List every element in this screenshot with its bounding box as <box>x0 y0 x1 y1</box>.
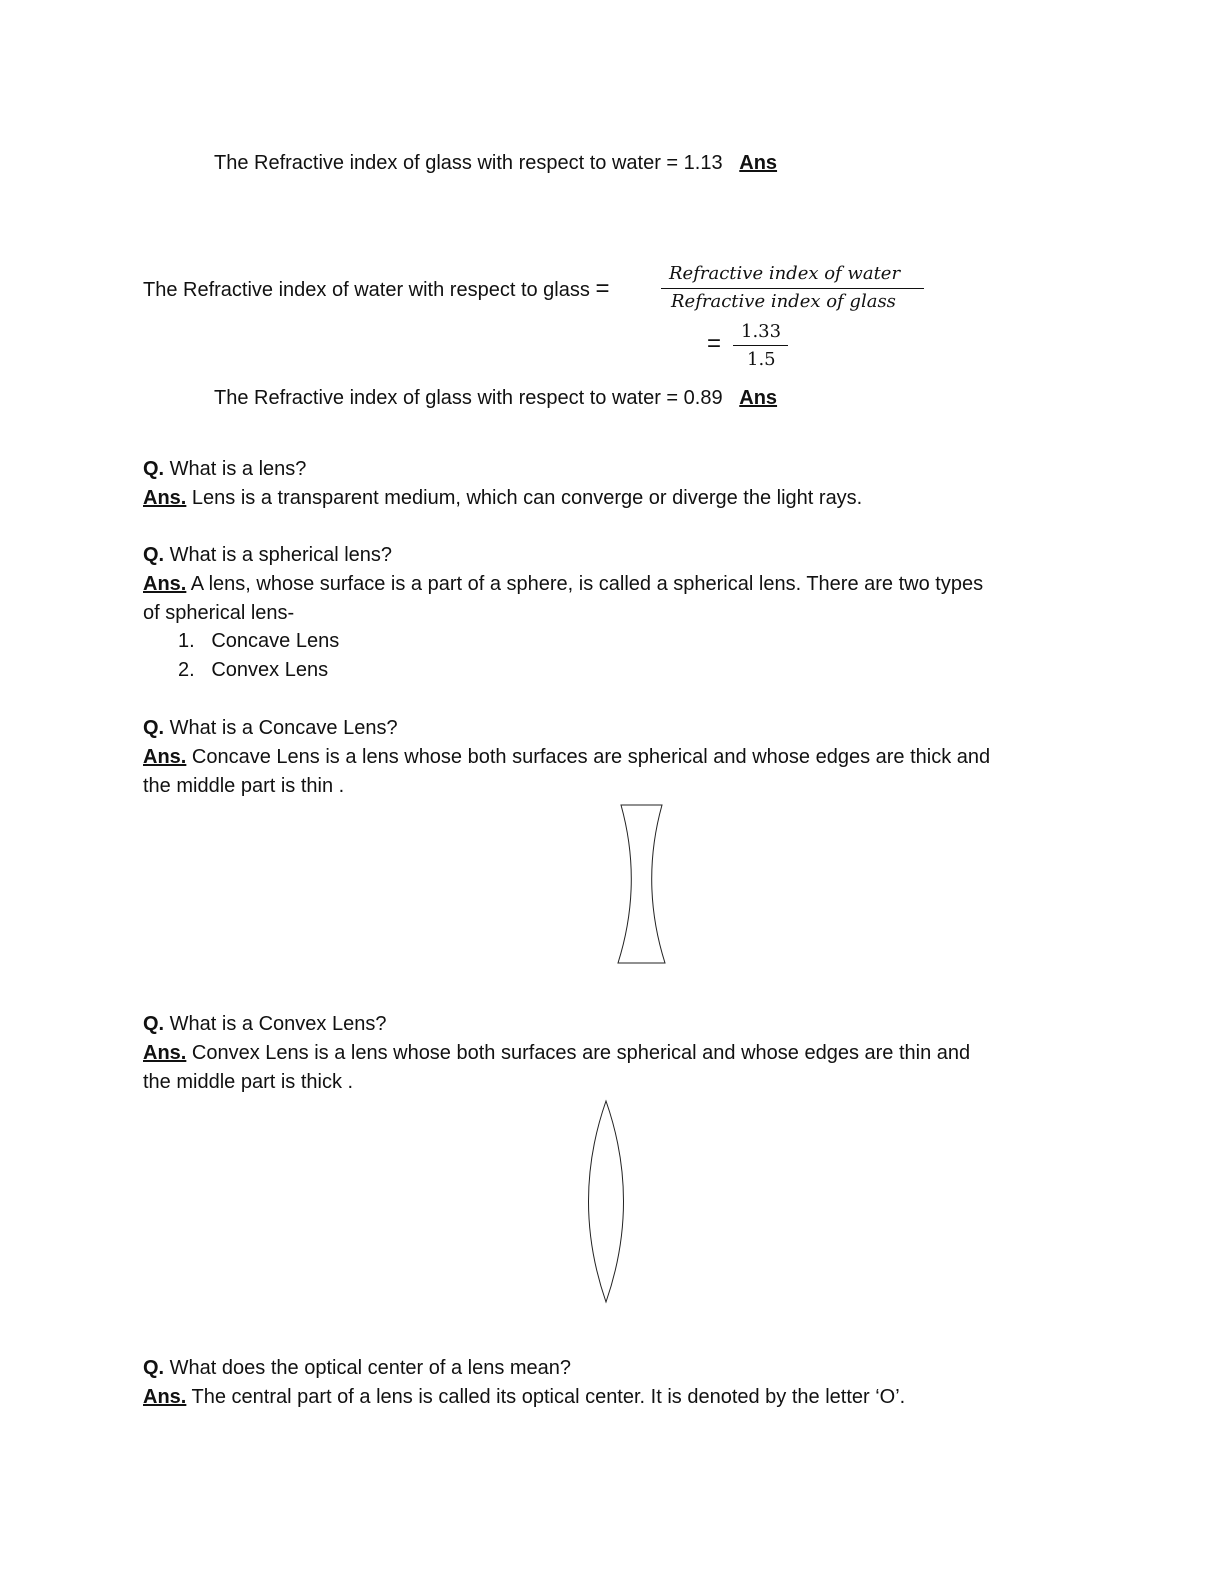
question <box>143 1356 571 1380</box>
q-label: Q. <box>143 1013 165 1035</box>
answer-text: Convex Lens is a lens whose both surfaces are spherical and whose edges are thin and <box>186 1042 971 1064</box>
answer-continued: of spherical lens- <box>143 602 295 624</box>
answer-continued: the middle part is thin . <box>143 775 345 797</box>
answer-continued: the middle part is thick . <box>143 1071 354 1093</box>
result-line-1 <box>214 151 777 175</box>
ans-label: Ans. <box>143 487 187 509</box>
answer <box>143 1385 905 1409</box>
list-text: Concave Lens <box>211 630 340 652</box>
q-label: Q. <box>143 1357 165 1379</box>
q-text: What is a spherical lens? <box>164 544 393 566</box>
concave-lens-diagram <box>610 800 674 970</box>
question <box>143 457 306 481</box>
list-item <box>178 658 328 682</box>
answer-text: A lens, whose surface is a part of a sphere, is called a spherical lens. There are two types <box>186 573 984 595</box>
formula-lhs-text: The Refractive index of water with respect to glass <box>143 279 590 301</box>
ans-label: Ans. <box>143 746 187 768</box>
ans-label: Ans <box>739 152 778 174</box>
value-numerator: 1.33 <box>741 321 782 342</box>
q-label: Q. <box>143 458 165 480</box>
answer <box>143 572 983 596</box>
fraction-bar <box>661 288 924 289</box>
value-denominator: 1.5 <box>747 349 776 370</box>
ans-label: Ans. <box>143 1386 187 1408</box>
list-number: 1. <box>178 630 195 652</box>
equals-sign-2: = <box>707 330 722 357</box>
ans-label: Ans. <box>143 1042 187 1064</box>
answer-text: The central part of a lens is called its optical center. It is denoted by the letter ‘O’. <box>186 1386 906 1408</box>
answer-text: Concave Lens is a lens whose both surfaces are spherical and whose edges are thick and <box>186 746 991 768</box>
answer <box>143 745 990 769</box>
list-item <box>178 629 339 653</box>
q-label: Q. <box>143 717 165 739</box>
answer-text: Lens is a transparent medium, which can converge or diverge the light rays. <box>186 487 863 509</box>
question <box>143 1012 386 1036</box>
answer <box>143 486 862 510</box>
q-text: What is a lens? <box>164 458 307 480</box>
convex-lens-diagram <box>580 1096 634 1308</box>
q-text: What does the optical center of a lens mean? <box>164 1357 572 1379</box>
result-text: The Refractive index of glass with respect to water = 0.89 <box>214 387 723 409</box>
fraction-numerator: Refractive index of water <box>669 263 901 284</box>
fraction-bar-2 <box>733 345 788 346</box>
q-text: What is a Convex Lens? <box>164 1013 387 1035</box>
question <box>143 716 398 740</box>
formula-lhs <box>143 277 609 302</box>
ans-label: Ans. <box>143 573 187 595</box>
list-number: 2. <box>178 659 195 681</box>
equals-sign: = <box>595 275 610 302</box>
q-text: What is a Concave Lens? <box>164 717 398 739</box>
list-text: Convex Lens <box>211 659 329 681</box>
fraction-denominator: Refractive index of glass <box>671 291 896 312</box>
q-label: Q. <box>143 544 165 566</box>
answer <box>143 1041 970 1065</box>
ans-label: Ans <box>739 387 778 409</box>
result-text: The Refractive index of glass with respect to water = 1.13 <box>214 152 723 174</box>
question <box>143 543 392 567</box>
result-line-2 <box>214 386 777 410</box>
